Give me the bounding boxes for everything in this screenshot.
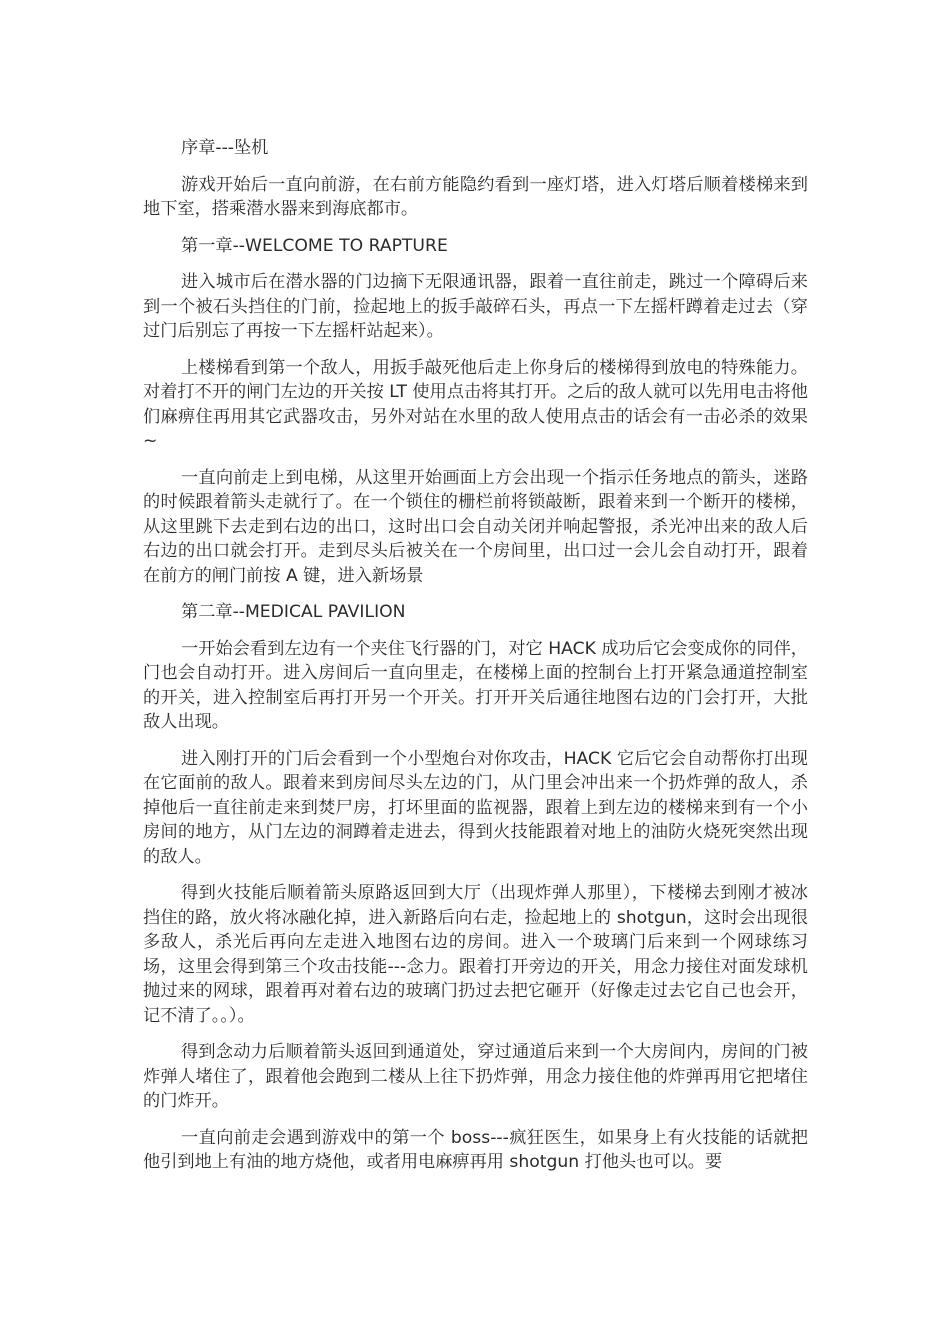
- paragraph: 游戏开始后一直向前游，在右前方能隐约看到一座灯塔，进入灯塔后顺着楼梯来到地下室，搭乘潜水器来到海底都市。: [143, 174, 808, 219]
- paragraph: 一开始会看到左边有一个夹住飞行器的门，对它 HACK 成功后它会变成你的同伴，门也会自动打开。进入房间后一直向里走，在楼梯上面的控制台上打开紧急通道控制室的开关，进入控制室后再打开另一个开关。打开开关后通往地图右边的门会打开，大批敌人出现。: [143, 638, 808, 732]
- paragraph: 一直向前走上到电梯，从这里开始画面上方会出现一个指示任务地点的箭头，迷路的时候跟着箭头走就行了。在一个锁住的栅栏前将锁敲断，跟着来到一个断开的楼梯，从这里跳下去走到右边的出口，这时出口会自动关闭并响起警报，杀光冲出来的敌人后右边的出口就会打开。走到尽头后被关在一个房间里，出口过一会儿会自动打开，跟着在前方的闸门前按 A 键，进入新场景: [143, 467, 808, 586]
- chapter-one-heading: 第一章--WELCOME TO RAPTURE: [181, 235, 448, 256]
- paragraph: 上楼梯看到第一个敌人，用扳手敲死他后走上你身后的楼梯得到放电的特殊能力。对着打不开的闸门左边的开关按 LT 使用点击将其打开。之后的敌人就可以先用电击将他们麻痹住再用其它武器攻击，另外对站在水里的敌人使用点击的话会有一击必杀的效果~: [143, 357, 808, 451]
- document-body: [143, 136, 808, 1187]
- prologue-heading: 序章---坠机: [181, 138, 269, 158]
- chapter-two-heading: 第二章--MEDICAL PAVILION: [181, 602, 406, 622]
- paragraph: 进入城市后在潜水器的门边摘下无限通讯器，跟着一直往前走，跳过一个障碍后来到一个被石头挡住的门前，捡起地上的扳手敲碎石头，再点一下左摇杆蹲着走过去（穿过门后别忘了再按一下左摇杆站起来）。: [143, 272, 808, 341]
- paragraph: 得到火技能后顺着箭头原路返回到大厅（出现炸弹人那里），下楼梯去到刚才被冰挡住的路，放火将冰融化掉，进入新路后向右走，捡起地上的 shotgun，这时会出现很多敌人，杀光后再向左走进入地图右边的房间。进入一个玻璃门后来到一个网球练习场，这里会得到第三个攻击技能---念力。跟着打开旁边的开关，用念力接住对面发球机抛过来的网球，跟着再对着右边的玻璃门扔过去把它砸开（好像走过去它自己也会开，记不清了。。）。: [143, 883, 808, 1026]
- paragraph: 得到念动力后顺着箭头返回到通道处，穿过通道后来到一个大房间内，房间的门被炸弹人堵住了，跟着他会跑到二楼从上往下扔炸弹，用念力接住他的炸弹再用它把堵住的门炸开。: [143, 1042, 808, 1111]
- paragraph: 一直向前走会遇到游戏中的第一个 boss---疯狂医生，如果身上有火技能的话就把他引到地上有油的地方烧他，或者用电麻痹再用 shotgun 打他头也可以。要: [143, 1127, 808, 1172]
- paragraph: 进入刚打开的门后会看到一个小型炮台对你攻击，HACK 它后它会自动帮你打出现在它面前的敌人。跟着来到房间尽头左边的门，从门里会冲出来一个扔炸弹的敌人，杀掉他后一直往前走来到焚尸房，打坏里面的监视器，跟着上到左边的楼梯来到有一个小房间的地方，从门左边的洞蹲着走进去，得到火技能跟着对地上的油防火烧死突然出现的敌人。: [143, 748, 808, 867]
